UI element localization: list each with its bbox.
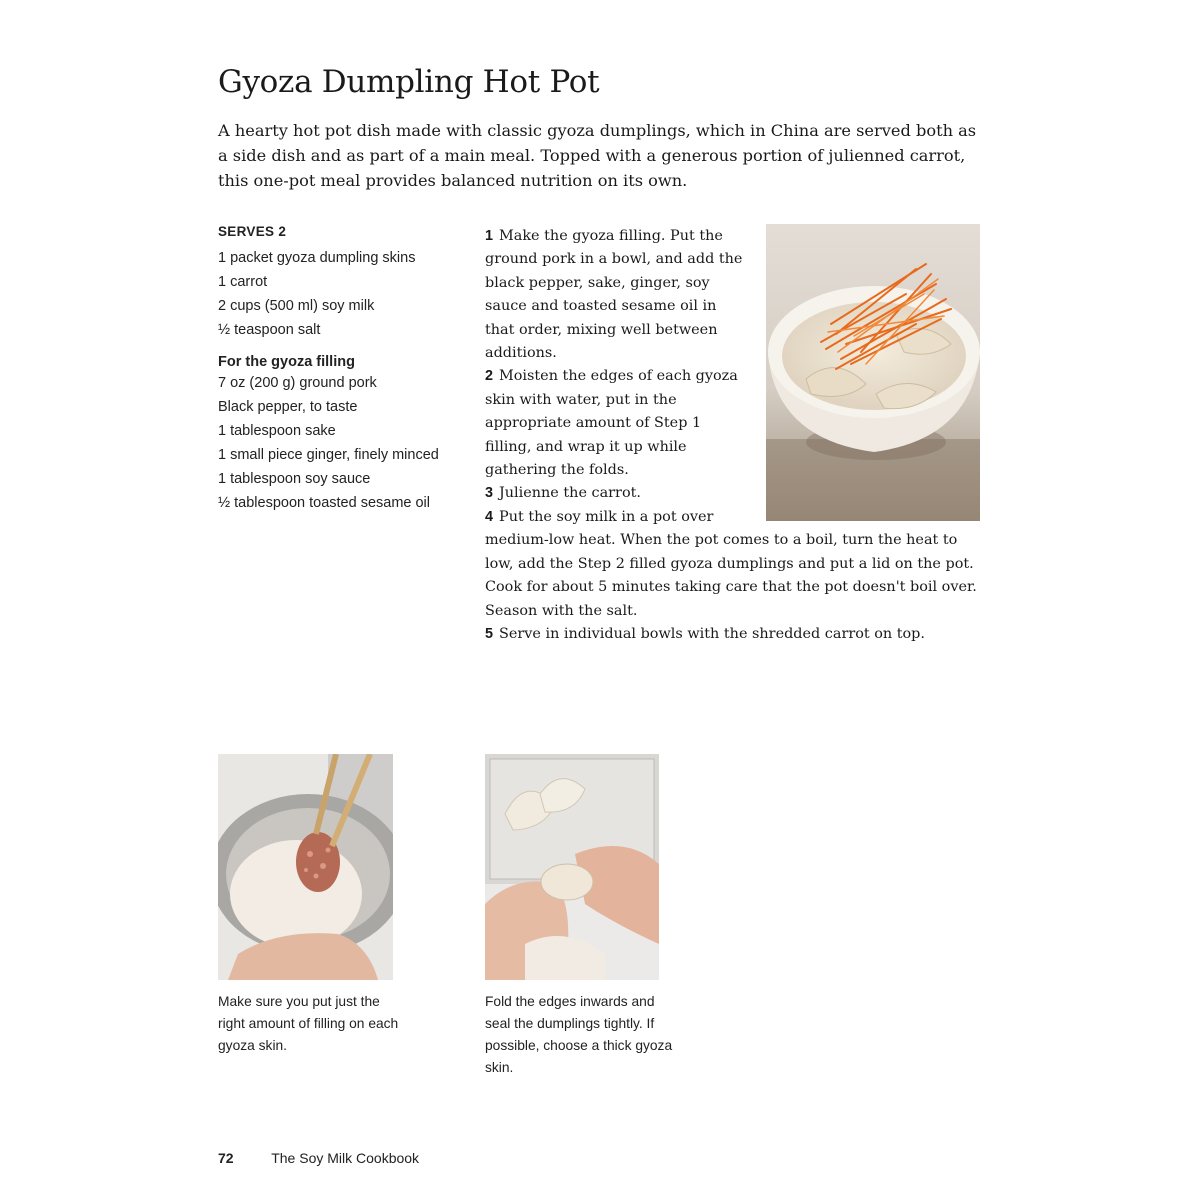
- page-number: 72: [218, 1150, 234, 1166]
- ingredient-item: 1 packet gyoza dumpling skins: [218, 250, 416, 266]
- ingredients-list: [218, 224, 458, 518]
- step-number: 2: [485, 368, 494, 385]
- hot-pot-illustration: [766, 224, 980, 521]
- step: [485, 506, 985, 623]
- step-number: 3: [485, 485, 494, 502]
- step-number: 1: [485, 228, 494, 244]
- step-text: Serve in individual bowls with the shredded carrot on top.: [499, 625, 925, 642]
- recipe-title: Gyoza Dumpling Hot Pot: [218, 64, 600, 100]
- serves-label: SERVES 2: [218, 224, 287, 239]
- step: [485, 623, 985, 646]
- folding-illustration: [485, 754, 659, 980]
- ingredient-item: 2 cups (500 ml) soy milk: [218, 298, 375, 314]
- step-number: 5: [485, 625, 494, 642]
- ingredient-item: 1 tablespoon soy sauce: [218, 471, 371, 487]
- recipe-intro: A hearty hot pot dish made with classic gyoza dumplings, which in China are served both as a side dish and as part of a main meal. Topped with a generous portion of julienned carrot, this one-pot meal provides balanced nutrition on its own.: [218, 121, 977, 190]
- page-footer: [218, 1150, 419, 1166]
- ingredient-item: 7 oz (200 g) ground pork: [218, 375, 377, 391]
- filling-heading: For the gyoza filling: [218, 354, 355, 370]
- main-ingredients: [218, 249, 458, 340]
- ingredient-item: ½ tablespoon toasted sesame oil: [218, 495, 430, 511]
- step-number: 4: [485, 508, 494, 525]
- step-text: Moisten the edges of each gyoza skin with water, put in the appropriate amount of Step 1 filling, and wrap it up while gathering the folds.: [485, 368, 738, 479]
- hot-pot-photo: [766, 224, 980, 521]
- ingredient-item: ½ teaspoon salt: [218, 322, 321, 338]
- filling-photo: [218, 754, 393, 980]
- step-text: Put the soy milk in a pot over medium-low heat. When the pot comes to a boil, turn the heat to low, add the Step 2 filled gyoza dumplings and put a lid on the pot. Cook for about 5 minutes taking care that the pot doesn't boil over. Season with the salt.: [485, 508, 977, 619]
- ingredient-item: 1 carrot: [218, 274, 268, 290]
- book-title: The Soy Milk Cookbook: [271, 1150, 420, 1166]
- ingredient-item: 1 tablespoon sake: [218, 423, 336, 439]
- step-text: Make the gyoza filling. Put the ground pork in a bowl, and add the black pepper, sake, ginger, soy sauce and toasted sesame oil in that order, mixing well between additions.: [485, 228, 743, 362]
- ingredient-item: 1 small piece ginger, finely minced: [218, 447, 439, 463]
- caption-filling: Make sure you put just the right amount of filling on each gyoza skin.: [218, 994, 399, 1053]
- filling-ingredients: [218, 374, 458, 513]
- folding-photo: [485, 754, 659, 980]
- ingredient-item: Black pepper, to taste: [218, 399, 358, 415]
- filling-illustration: [218, 754, 393, 980]
- caption-folding: Fold the edges inwards and seal the dumplings tightly. If possible, choose a thick gyoza skin.: [485, 994, 673, 1075]
- step-text: Julienne the carrot.: [499, 485, 641, 502]
